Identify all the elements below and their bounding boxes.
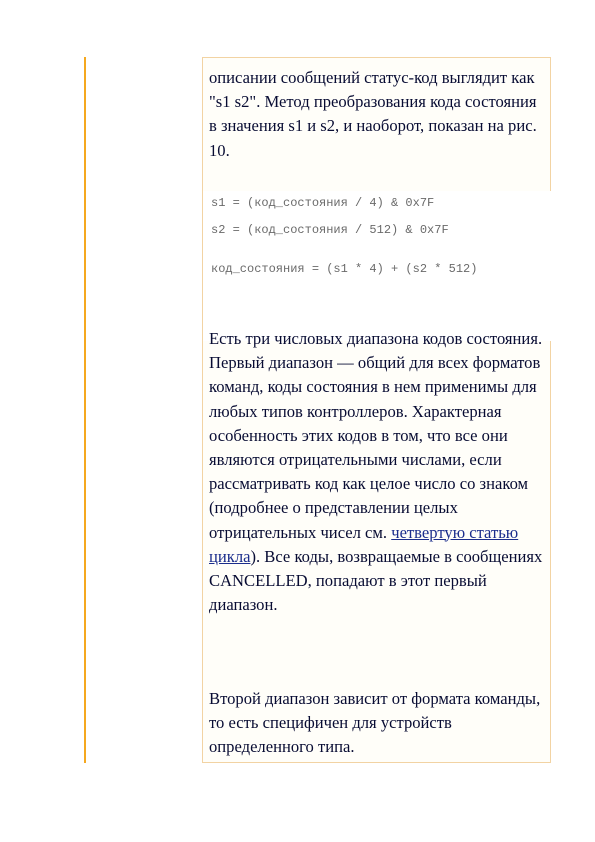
paragraph-ranges	[209, 327, 547, 617]
paragraph-ranges-text-after: ). Все коды, возвращаемые в сообщениях CANCELLED, попадают в этот первый диапазон.	[209, 546, 543, 615]
article-series-link[interactable]: четвертую статью цикла	[209, 522, 519, 566]
code-listing	[203, 191, 551, 341]
article-text-box	[202, 57, 551, 763]
paragraph-ranges-text-before: Есть три числовых диапазона кодов состояния. Первый диапазон — общий для всех форматов команд, коды состояния в нем применимы для любых типов контроллеров. Характерная особенность этих кодов в том, что все они являются отрицательными числами, если рассматривать код как целое число со знаком (подробнее о представлении целых отрицательных чисел см.	[209, 329, 543, 542]
code-line-s1: s1 = (код_состояния / 4) & 0x7F	[211, 196, 435, 210]
code-line-s2: s2 = (код_состояния / 512) & 0x7F	[211, 223, 449, 237]
code-line-status: код_состояния = (s1 * 4) + (s2 * 512)	[211, 262, 478, 276]
left-accent-rule	[84, 57, 86, 763]
paragraph-status-code: описании сообщений статус-код выглядит как "s1 s2". Метод преобразования кода состояния в значения s1 и s2, и наоборот, показан на рис. 10.	[209, 68, 537, 160]
paragraph-second-range: Второй диапазон зависит от формата команды, то есть специфичен для устройств определенного типа.	[209, 689, 541, 757]
